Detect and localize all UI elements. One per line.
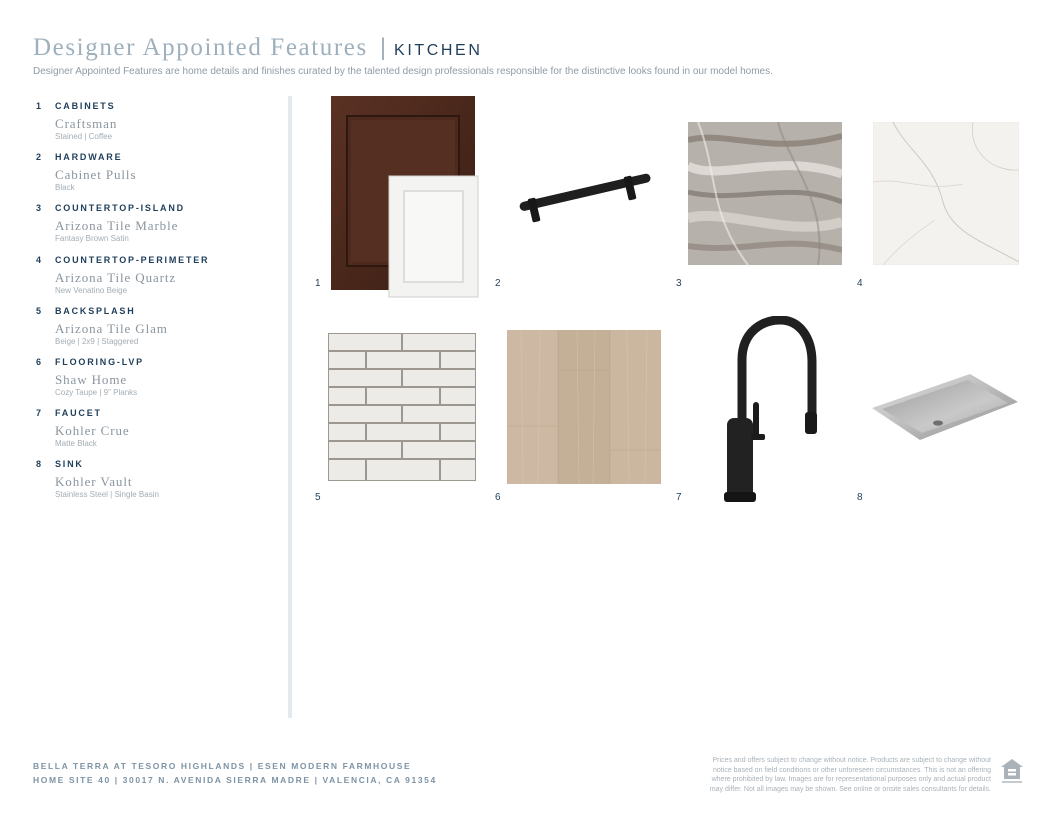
feature-detail: Cozy Taupe | 9" Planks	[55, 387, 138, 397]
page-header	[33, 34, 773, 77]
feature-detail: Fantasy Brown Satin	[55, 234, 129, 244]
feature-item-countertop-perimeter	[36, 254, 276, 305]
feature-name: Arizona Tile Glam	[55, 320, 168, 336]
feature-number: 2	[36, 152, 43, 163]
quartz-countertop-swatch	[873, 122, 1019, 265]
cabinet-pull-swatch	[514, 162, 654, 226]
image-number-2: 2	[495, 278, 501, 289]
feature-item-countertop-island	[36, 202, 276, 253]
feature-number: 7	[36, 408, 43, 419]
feature-detail: Beige | 2x9 | Staggered	[55, 336, 139, 346]
feature-name: Kohler Crue	[55, 423, 130, 439]
room-name: KITCHEN	[394, 42, 483, 59]
image-number-1: 1	[315, 278, 321, 289]
homesite-line: HOME SITE 40 | 30017 N. AVENIDA SIERRA MADRE | VALENCIA, CA 91354	[33, 775, 437, 785]
feature-category: COUNTERTOP-PERIMETER	[55, 254, 210, 265]
disclaimer-line: where prohibited by law. Images are for representational purposes only and actual product	[711, 776, 991, 784]
feature-category: FLOORING-LVP	[55, 356, 144, 367]
feature-name: Craftsman	[55, 116, 118, 131]
flooring-swatch	[507, 330, 661, 484]
feature-name: Cabinet Pulls	[55, 167, 137, 183]
footer-disclaimer	[661, 756, 991, 794]
feature-number: 1	[36, 101, 43, 111]
feature-item-hardware	[36, 151, 276, 202]
feature-name: Arizona Tile Marble	[55, 218, 179, 234]
image-number-6: 6	[495, 492, 501, 503]
disclaimer-line: may differ. Not all images may be shown. See online or onsite sales consultants for details.	[709, 785, 991, 793]
marble-countertop-swatch	[688, 122, 842, 265]
disclaimer-line: Prices and offers subject to change without notice. Products are subject to change without	[712, 757, 991, 764]
feature-number: 6	[36, 356, 43, 367]
image-number-3: 3	[676, 278, 682, 289]
feature-number: 5	[36, 305, 43, 316]
cabinet-door-swatch	[331, 96, 481, 298]
feature-category: FAUCET	[55, 408, 102, 419]
feature-list	[36, 100, 276, 510]
feature-item-cabinets	[36, 100, 276, 151]
vertical-divider	[288, 96, 292, 718]
feature-item-backsplash	[36, 305, 276, 356]
image-number-7: 7	[676, 492, 682, 503]
footer-address	[33, 759, 437, 787]
title-separator: |	[379, 34, 387, 61]
faucet-swatch	[718, 316, 818, 506]
feature-category: HARDWARE	[55, 152, 123, 163]
feature-category: CABINETS	[55, 101, 116, 111]
feature-detail: New Venatino Beige	[55, 285, 128, 295]
page-subtitle: Designer Appointed Features are home details and finishes curated by the talented design professionals responsible for the distinctive looks found in our model homes.	[33, 66, 773, 77]
feature-number: 8	[36, 459, 43, 470]
feature-detail: Stained | Coffee	[55, 132, 113, 141]
image-number-4: 4	[857, 278, 863, 289]
sink-swatch	[870, 372, 1020, 442]
feature-number: 3	[36, 203, 43, 214]
feature-name: Arizona Tile Quartz	[55, 269, 177, 285]
backsplash-tile-swatch	[328, 333, 476, 481]
image-number-8: 8	[857, 492, 863, 503]
feature-item-flooring	[36, 356, 276, 407]
equal-housing-opportunity-icon	[1000, 758, 1024, 789]
image-number-5: 5	[315, 492, 321, 503]
feature-name: Kohler Vault	[55, 474, 133, 490]
feature-category: SINK	[55, 459, 84, 470]
feature-number: 4	[36, 254, 43, 265]
feature-detail: Matte Black	[55, 439, 97, 449]
feature-category: COUNTERTOP-ISLAND	[55, 203, 185, 214]
disclaimer-line: notice based on field conditions or other unforeseen circumstances. This is not an offering	[713, 766, 991, 774]
feature-item-faucet	[36, 407, 276, 458]
title-row	[33, 34, 773, 62]
feature-item-sink	[36, 458, 276, 509]
community-line: BELLA TERRA AT TESORO HIGHLANDS | ESEN MODERN FARMHOUSE	[33, 761, 412, 771]
feature-category: BACKSPLASH	[55, 305, 136, 316]
feature-detail: Stainless Steel | Single Basin	[55, 490, 159, 500]
feature-detail: Black	[55, 183, 75, 193]
page-title: Designer Appointed Features	[33, 34, 368, 61]
feature-name: Shaw Home	[55, 371, 128, 387]
